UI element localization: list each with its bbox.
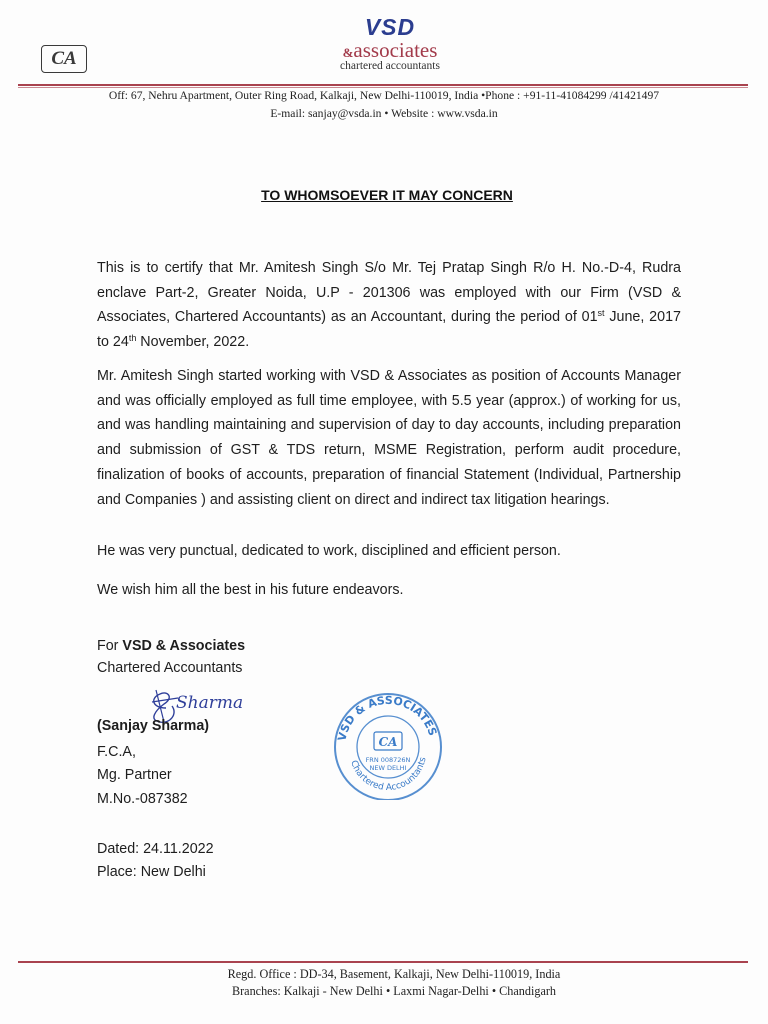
seal-city: NEW DELHI <box>369 764 407 772</box>
paragraph-character: He was very punctual, dedicated to work, disciplined and efficient person. <box>97 543 561 559</box>
contact-line: E-mail: sanjay@vsda.in • Website : www.vsda.in <box>270 107 498 120</box>
brand-tagline: chartered accountants <box>340 60 440 72</box>
brand-ampersand: & <box>342 45 354 60</box>
membership-number: M.No.-087382 <box>97 791 188 807</box>
registered-office: Regd. Office : DD-34, Basement, Kalkaji, New Delhi-110019, India <box>227 967 561 981</box>
seal-bottom-text: Chartered Accountants <box>348 756 429 794</box>
header-rule <box>18 84 748 86</box>
seal-ca-logo: CA <box>378 735 398 749</box>
footer-rule <box>18 961 748 963</box>
p1-part-c: November, 2022. <box>136 334 250 351</box>
p1-sup-st: st <box>597 308 605 319</box>
for-prefix: For <box>97 638 123 654</box>
place-line: Place: New Delhi <box>97 864 206 880</box>
p1-sup-th: th <box>128 333 137 344</box>
seal-top-text: VSD & ASSOCIATES <box>335 693 440 743</box>
date-line: Dated: 24.11.2022 <box>97 841 214 857</box>
p1-part-a: This is to certify that Mr. Amitesh Singh S/o Mr. Tej Pratap Singh R/o H. No.-D-4, Rudra enclave Part-2, Greater Noida, U.P - 201306 was employed with our Firm (VSD & Associates, Chartered Accountants) as an Accountant, during the period of 01 <box>97 260 681 326</box>
signer-name: (Sanjay Sharma) <box>97 718 210 734</box>
brand-associates-word: associates <box>353 38 438 62</box>
firm-type: Chartered Accountants <box>97 660 243 676</box>
paragraph-duties: Mr. Amitesh Singh started working with VSD & Associates as position of Accounts Manager and was officially employed as full time employee, with 5.5 year (approx.) of working for us, and was handling maintaining and supervision of day to day accounts, including preparation and submission of GST & TDS return, MSME Registration, perform audit procedure, finalization of books of accounts, preparation of financial Statement (Individual, Partnership and Companies ) and assisting client on direct and indirect tax litigation hearings. <box>97 368 681 508</box>
for-firm-name: VSD & Associates <box>122 638 246 654</box>
seal-frn: FRN 008726N <box>365 756 411 764</box>
ca-logo: CA <box>41 45 87 73</box>
p1-part-b: June, 2017 to 24 <box>97 309 681 351</box>
designation: Mg. Partner <box>97 767 172 783</box>
office-address: Off: 67, Nehru Apartment, Outer Ring Road, Kalkaji, New Delhi-110019, India •Phone : +91-11-41084299 /41421497 <box>108 89 660 102</box>
for-firm-line <box>97 638 245 654</box>
brand-logo: VSD <box>364 14 416 40</box>
letter-title: TO WHOMSOEVER IT MAY CONCERN <box>261 187 513 203</box>
branches-line: Branches: Kalkaji - New Delhi • Laxmi Nagar-Delhi • Chandigarh <box>231 984 557 998</box>
firm-seal <box>328 690 448 800</box>
signature-text: Sharma <box>176 693 244 713</box>
paragraph-certification <box>97 256 681 355</box>
header-rule-thin <box>18 87 748 88</box>
paragraph-wishes: We wish him all the best in his future endeavors. <box>97 582 404 598</box>
qualification: F.C.A, <box>97 744 136 760</box>
